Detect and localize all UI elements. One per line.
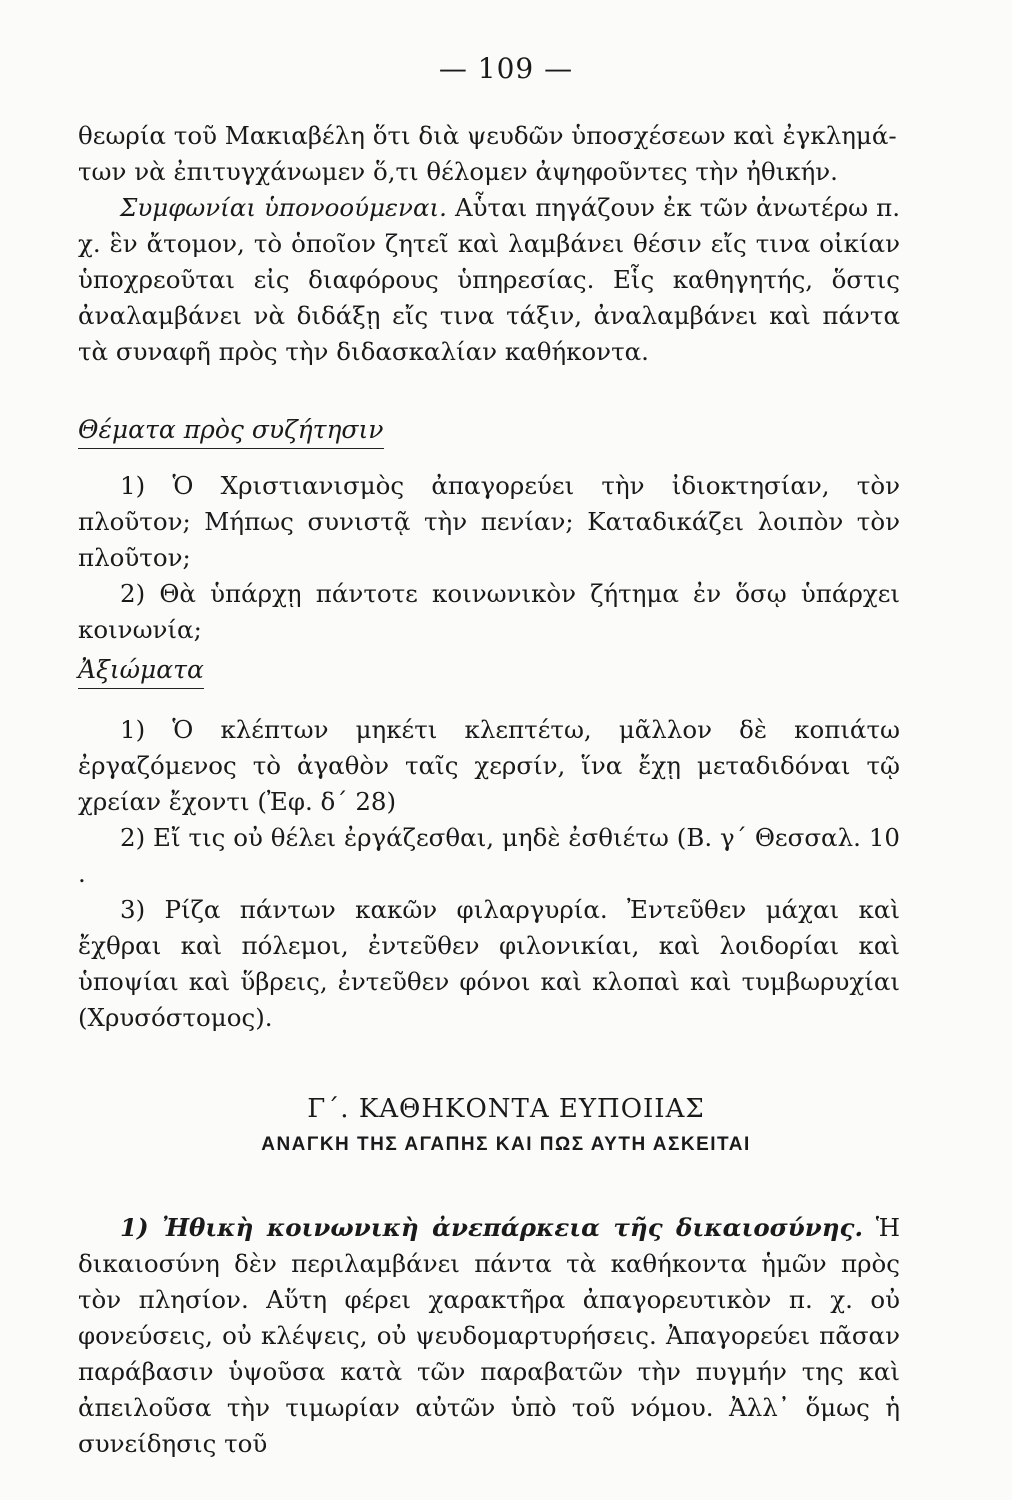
axiom-3: 3) Ρίζα πάντων κακῶν φιλαργυρία. Ἐντεῦθεν μάχαι καὶ ἔχθραι καὶ πόλεμοι, ἐντεῦθεν φιλονικίαι, καὶ λοιδορίαι καὶ ὑποψίαι καὶ ὕβρεις, ἐντεῦθεν φόνοι καὶ κλοπαὶ καὶ τυμβωρυχίαι (Χρυσόστομος). xyxy=(78,895,900,1032)
opening-paragraphs xyxy=(78,118,900,370)
implied-agreements-paragraph xyxy=(78,190,900,370)
axiom-2: 2) Εἴ τις οὐ θέλει ἐργάζεσθαι, μηδὲ ἐσθιέτω (Β. γ΄ Θεσσαλ. 10 . xyxy=(78,823,900,888)
continuation-line-1: θεωρία τοῦ Μακιαβέλη ὅτι διὰ ψευδῶν ὑποσχέσεων καὶ ἐγκλημά- xyxy=(78,121,897,150)
chapter-subtitle: ΑΝΑΓΚΗ ΤΗΣ ΑΓΑΠΗΣ ΚΑΙ ΠΩΣ ΑΥΤΗ ΑΣΚΕΙΤΑΙ xyxy=(261,1134,751,1155)
chapter-title: Γ΄. ΚΑΘΗΚΟΝΤΑ ΕΥΠΟΙΙΑΣ xyxy=(307,1094,705,1124)
closing-paragraph-block xyxy=(78,1210,900,1462)
page-number: — 109 — xyxy=(438,52,574,85)
discussion-question-2: 2) Θὰ ὑπάρχῃ πάντοτε κοινωνικὸν ζήτημα ἐν ὅσῳ ὑπάρχει κοινωνία; xyxy=(78,579,900,644)
axioms-list xyxy=(78,712,900,1036)
implied-agreements-text: Αὗται πηγάζουν ἐκ τῶν ἀνωτέρω π. χ. ἓν ἄτομον, τὸ ὁποῖον ζητεῖ καὶ λαμβάνει θέσιν εἴς τινα οἰκίαν ὑποχρεοῦται εἰς διαφόρους ὑπηρεσίας. Εἷς καθηγητής, ὅστις ἀναλαμβάνει νὰ διδάξῃ εἴς τινα τάξιν, ἀναλαμβάνει καὶ πάντα τὰ συναφῆ πρὸς τὴν διδασκαλίαν καθήκοντα. xyxy=(78,193,901,366)
axioms-heading: Ἀξιώματα xyxy=(78,655,204,689)
continuation-line-2: των νὰ ἐπιτυγχάνωμεν ὅ,τι θέλομεν ἀψηφοῦντες τὴν ἠθικήν. xyxy=(78,157,838,186)
justice-paragraph-lead: 1) Ἠθικὴ κοινωνικὴ ἀνεπάρκεια τῆς δικαιοσύνης. xyxy=(120,1213,863,1242)
justice-paragraph-text: Ἡ δικαιοσύνη δὲν περιλαμβάνει πάντα τὰ καθήκοντα ἡμῶν πρὸς τὸν πλησίον. Αὕτη φέρει χαρακτῆρα ἀπαγορευτικὸν π. χ. οὐ φονεύσεις, οὐ κλέψεις, οὐ ψευδομαρτυρήσεις. Ἀπαγορεύει πᾶσαν παράβασιν ὑψοῦσα κατὰ τῶν παραβατῶν τὴν πυγμήν της καὶ ἀπειλοῦσα τὴν τιμωρίαν αὐτῶν ὑπὸ τοῦ νόμου. Ἀλλ᾿ ὅμως ἡ συνείδησις τοῦ xyxy=(78,1213,901,1458)
discussion-question-1: 1) Ὁ Χριστιανισμὸς ἀπαγορεύει τὴν ἰδιοκτησίαν, τὸν πλοῦτον; Μήπως συνιστᾷ τὴν πενίαν; Καταδικάζει λοιπὸν τὸν πλοῦτον; xyxy=(78,471,900,572)
discussion-topics xyxy=(78,468,900,648)
implied-agreements-term: Συμφωνίαι ὑπονοούμεναι. xyxy=(120,193,447,222)
justice-paragraph xyxy=(78,1210,900,1462)
axiom-1: 1) Ὁ κλέπτων μηκέτι κλεπτέτω, μᾶλλον δὲ κοπιάτω ἐργαζόμενος τὸ ἀγαθὸν ταῖς χερσίν, ἵνα ἔχῃ μεταδιδόναι τῷ χρείαν ἔχοντι (Ἐφ. δ΄ 28) xyxy=(78,715,900,816)
discussion-topics-heading: Θέματα πρὸς συζήτησιν xyxy=(78,415,384,449)
